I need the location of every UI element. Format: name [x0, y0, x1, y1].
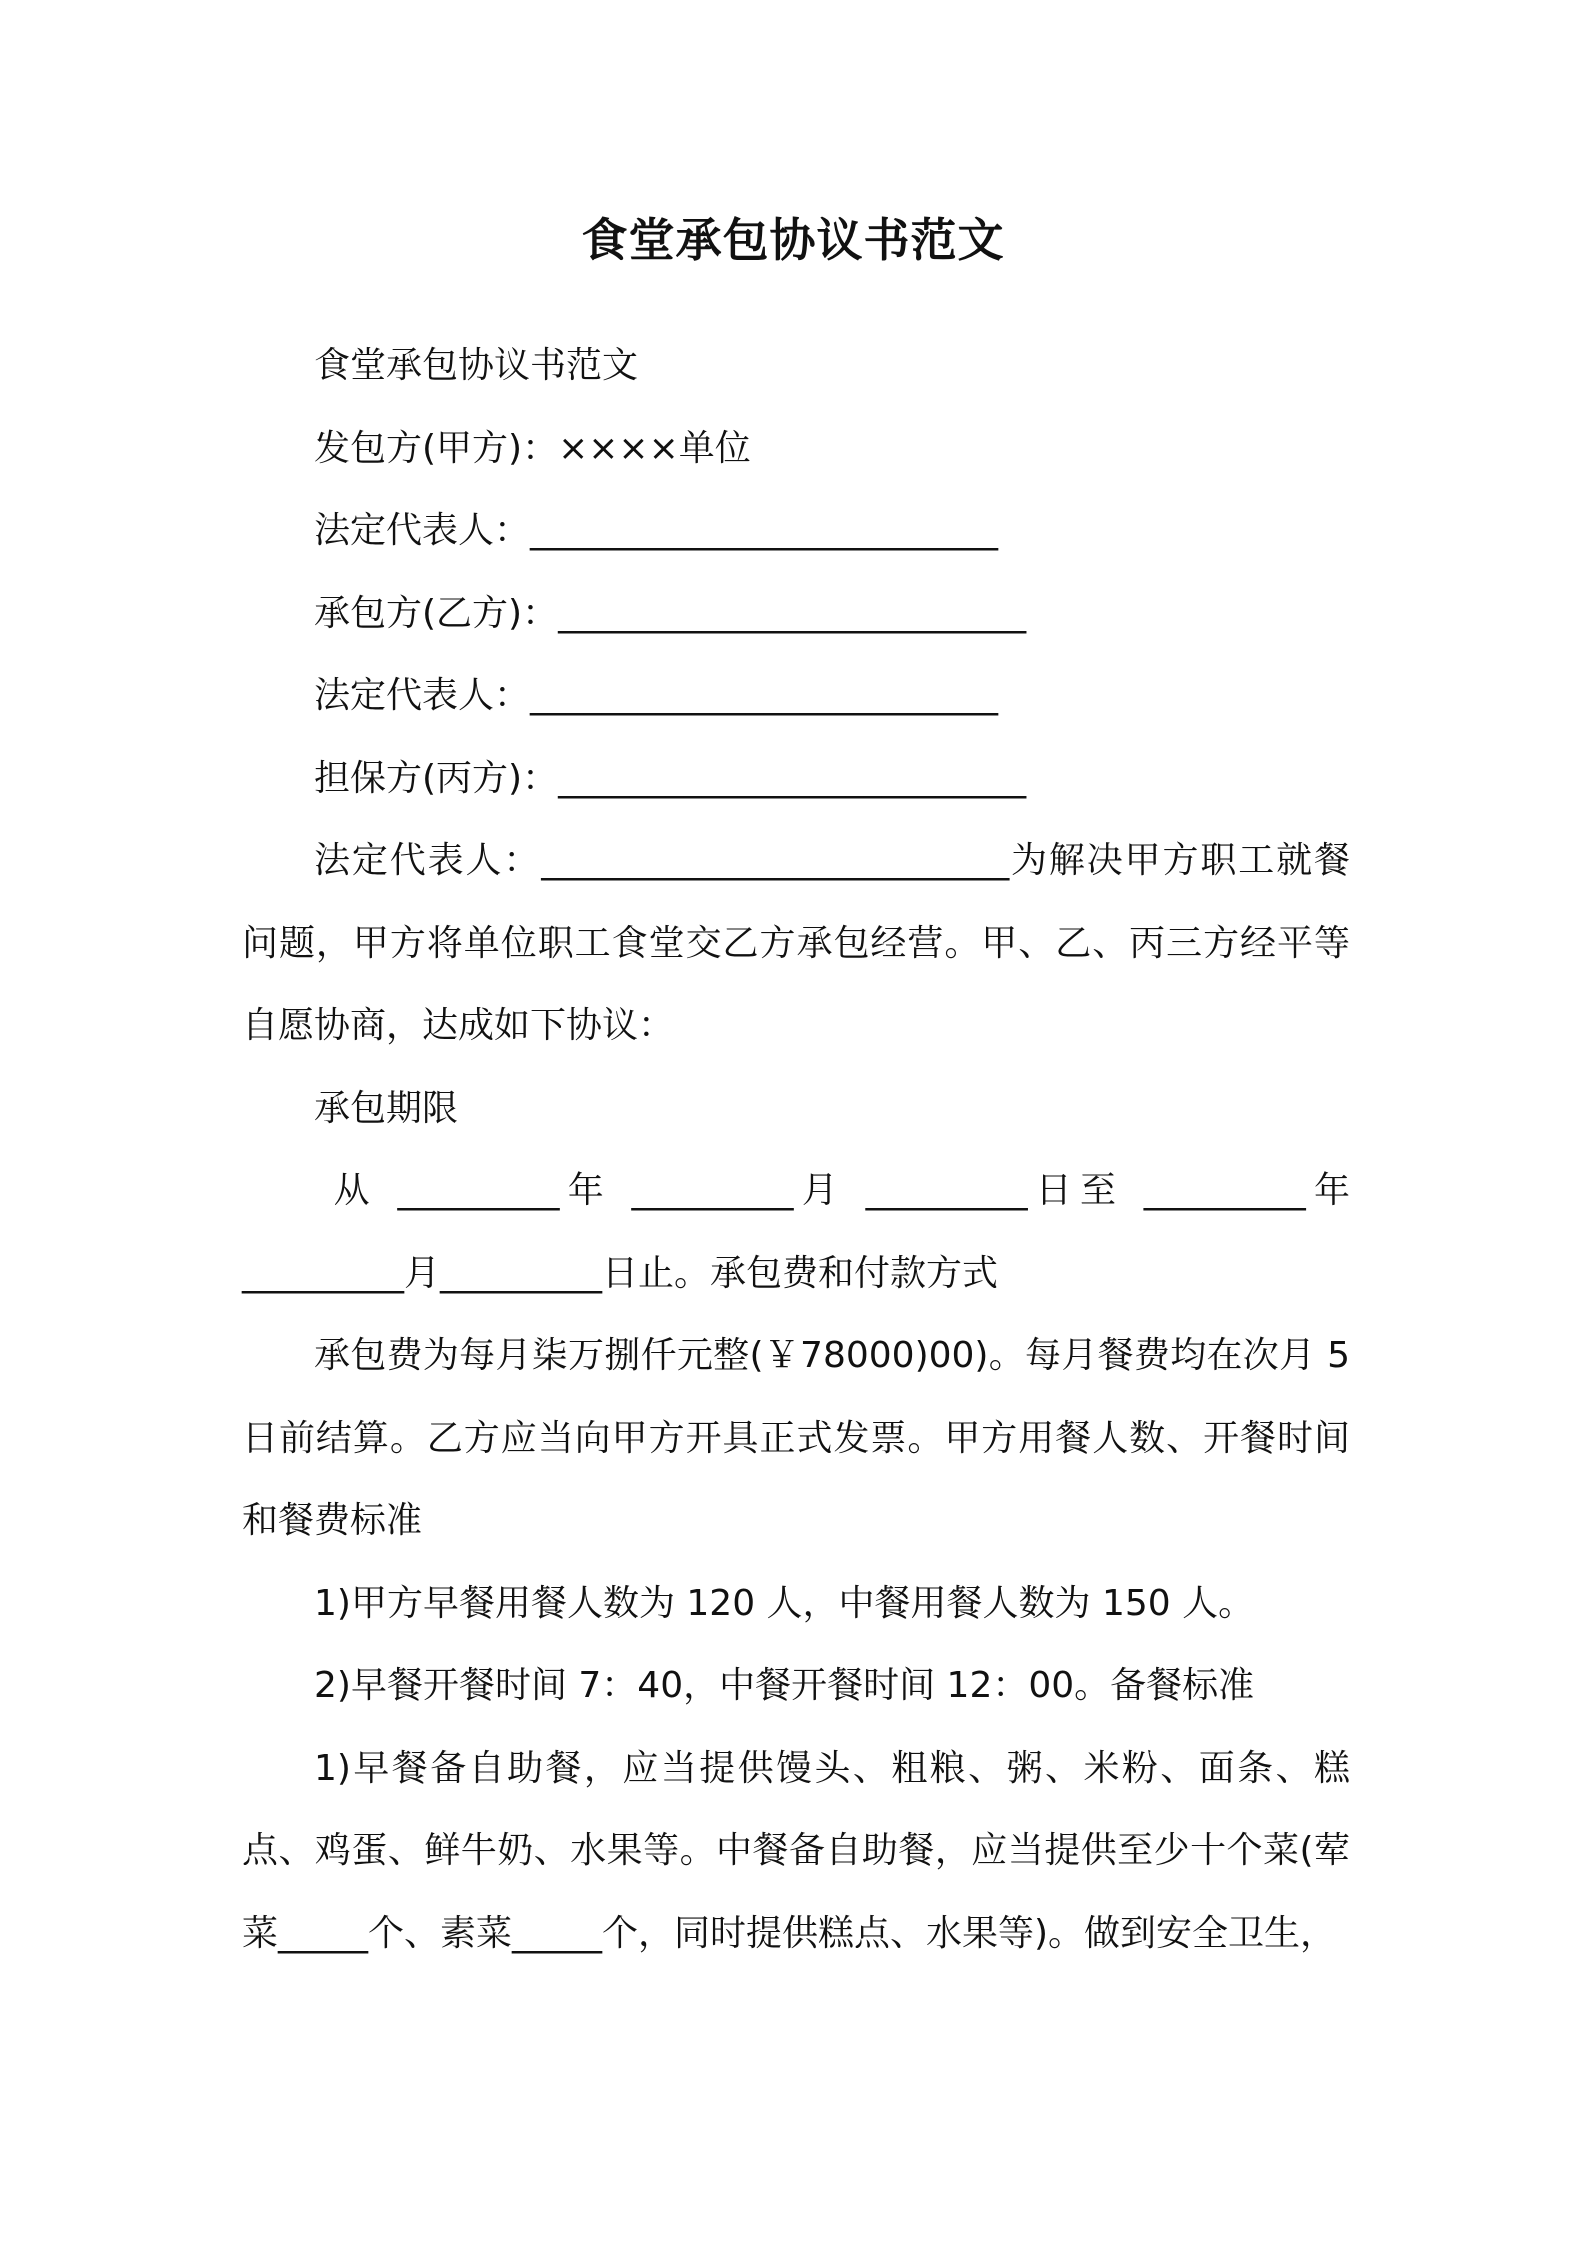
paragraph-party-b-representative: 法定代表人：__________________________	[314, 675, 999, 716]
document-title: 食堂承包协议书范文	[581, 213, 1005, 267]
paragraph-fee: 承包费为每月柒万捌仟元整(￥78000)00)。每月餐费均在次月 5日前结算。乙方应当向甲方开具正式发票。甲方用餐人数、开餐时间和餐费标准	[242, 1335, 1350, 1541]
paragraph-meal-standard: 1)早餐备自助餐，应当提供馒头、粗粮、粥、米粉、面条、糕点、鸡蛋、鲜牛奶、水果等。中餐备自助餐，应当提供至少十个菜(荤菜_____个、素菜_____个，同时提供糕点、水果等)。做到安全卫生，	[242, 1747, 1350, 1954]
paragraph-contract-term: 从 _________年 _________月 _________日至 _________年_________月_________日止。承包费和付款方式	[242, 1170, 1350, 1294]
paragraph-contract-term-heading: 承包期限	[314, 1087, 459, 1129]
paragraph-headcount: 1)甲方早餐用餐人数为 120 人，中餐用餐人数为 150 人。	[314, 1582, 1255, 1624]
paragraph-heading: 食堂承包协议书范文	[314, 345, 639, 386]
paragraph-party-a: 发包方(甲方)：××××单位	[314, 427, 751, 469]
paragraph-party-a-representative: 法定代表人：__________________________	[314, 510, 999, 551]
document-body	[242, 325, 1350, 1975]
paragraph-party-c: 担保方(丙方)：__________________________	[314, 757, 1027, 799]
paragraph-party-b: 承包方(乙方)：__________________________	[314, 592, 1027, 634]
paragraph-party-c-representative-preamble: 法定代表人：__________________________为解决甲方职工就餐问题，甲方将单位职工食堂交乙方承包经营。甲、乙、丙三方经平等自愿协商，达成如下协议：	[242, 840, 1350, 1046]
paragraph-meal-times: 2)早餐开餐时间 7：40，中餐开餐时间 12：00。备餐标准	[314, 1665, 1255, 1706]
